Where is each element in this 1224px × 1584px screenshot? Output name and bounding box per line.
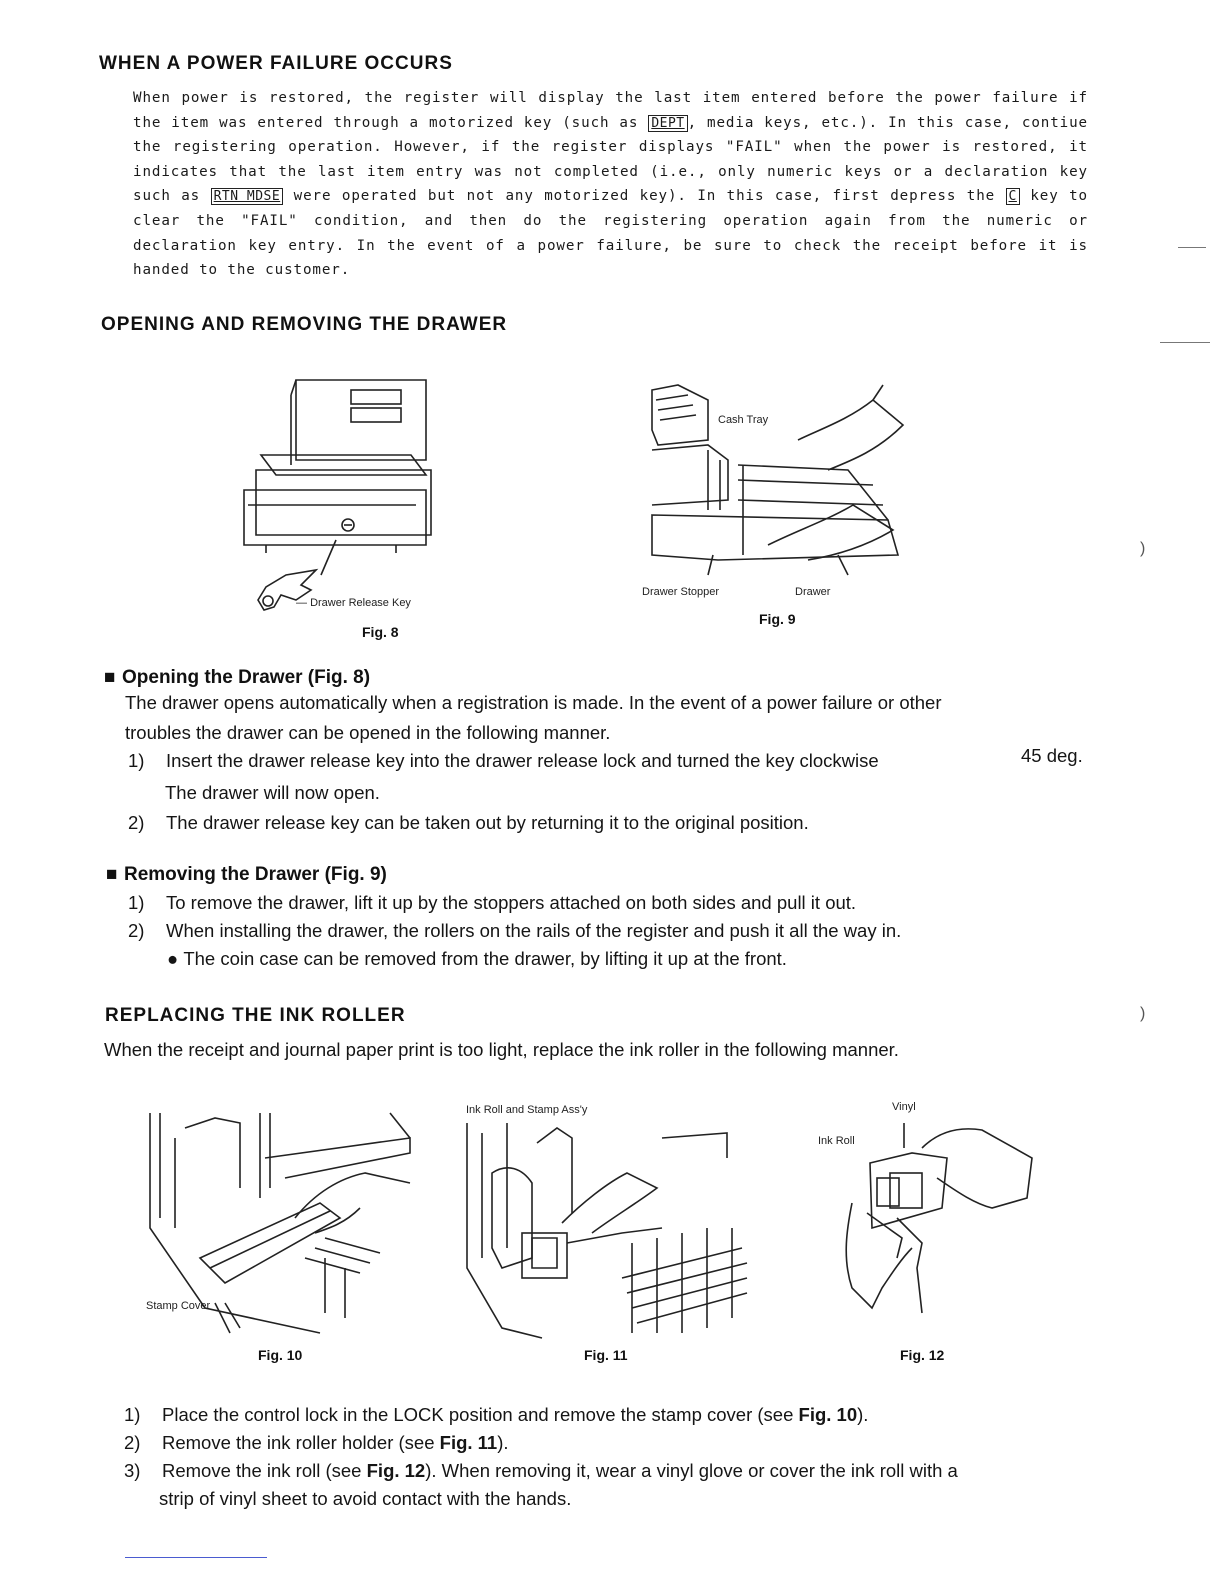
removing-drawer-title: ■ Removing the Drawer (Fig. 9) <box>106 864 387 885</box>
margin-mark-1: ) <box>1140 540 1146 557</box>
opening-step-2 <box>128 812 809 834</box>
fig12-ink-roll-removal-illustration <box>822 1118 1042 1323</box>
fig11-ink-roll-assy-illustration <box>462 1118 752 1343</box>
heading-power-failure: WHEN A POWER FAILURE OCCURS <box>99 53 453 74</box>
fig9-drawer-label: Drawer <box>795 586 831 598</box>
dept-key-symbol: DEPT <box>648 115 687 132</box>
opening-drawer-title: ■ Opening the Drawer (Fig. 8) <box>104 667 371 688</box>
power-failure-text-3: were operated but not any motorized key). In this case, first depress the <box>283 188 1006 205</box>
opening-intro-line-2: troubles the drawer can be opened in the following manner. <box>125 722 611 743</box>
opening-intro-line-1: The drawer opens automatically when a registration is made. In the event of a power failure or other <box>125 692 942 713</box>
opening-step-1-degree: 45 deg. <box>1021 745 1083 766</box>
fig10-caption: Fig. 10 <box>258 1347 303 1363</box>
ink-step-3-fig-ref: Fig. 12 <box>366 1460 426 1481</box>
bullet-dot-icon: ● <box>167 948 184 969</box>
ink-step-3 <box>124 1460 958 1482</box>
fig11-label: Ink Roll and Stamp Ass'y <box>466 1104 588 1116</box>
removing-note <box>167 948 787 970</box>
ink-step-3-num: 3) <box>124 1460 141 1481</box>
fig9-drawer-removal-illustration <box>648 380 910 595</box>
opening-step-2-num: 2) <box>128 812 145 833</box>
power-failure-text-4: key to clear the "FAIL" condition, and then do the registering operation again from the numeric or declaration key entry. In the event of a power failure, be sure to check the receipt before it is handed to the customer. <box>133 188 1088 279</box>
removing-step-2-text: When installing the drawer, the rollers on the rails of the register and push it all the way in. <box>166 920 902 941</box>
ink-step-3-text-cont: ). When removing it, wear a vinyl glove or cover the ink roll with a <box>425 1460 958 1481</box>
heading-ink-roller: REPLACING THE INK ROLLER <box>105 1005 406 1026</box>
opening-step-1-result: The drawer will now open. <box>165 782 380 803</box>
ink-step-2-end: ). <box>497 1432 509 1453</box>
ink-step-1-num: 1) <box>124 1404 141 1425</box>
removing-step-1 <box>128 892 856 914</box>
power-failure-paragraph <box>133 86 1088 283</box>
ink-roller-intro: When the receipt and journal paper print is too light, replace the ink roller in the following manner. <box>104 1039 899 1060</box>
ink-step-1 <box>124 1404 868 1426</box>
margin-rule-1 <box>1178 247 1206 248</box>
opening-step-1-text: Insert the drawer release key into the drawer release lock and turned the key clockwise <box>166 750 879 771</box>
ink-step-3-text: Remove the ink roll (see <box>162 1460 367 1481</box>
ink-step-1-end: ). <box>857 1404 869 1425</box>
opening-step-2-text: The drawer release key can be taken out by returning it to the original position. <box>166 812 809 833</box>
drawer-release-key-label: Drawer Release Key <box>310 597 411 609</box>
ink-step-2-fig-ref: Fig. 11 <box>439 1432 498 1453</box>
ink-step-1-text: Place the control lock in the LOCK position and remove the stamp cover (see <box>162 1404 799 1425</box>
fig12-vinyl-label: Vinyl <box>892 1101 916 1113</box>
fig12-ink-label: Ink Roll <box>818 1135 855 1147</box>
fig8-caption: Fig. 8 <box>362 624 399 640</box>
fig9-stopper-label: Drawer Stopper <box>642 586 720 598</box>
power-failure-text-1: When power is restored, the register will display the last item entered before the power failure if the item was entered through a motorized key (such as <box>133 90 1088 131</box>
ink-step-3-line-2: strip of vinyl sheet to avoid contact with the hands. <box>159 1488 572 1509</box>
ink-step-2-num: 2) <box>124 1432 141 1453</box>
heading-drawer: OPENING AND REMOVING THE DRAWER <box>101 314 508 335</box>
removing-step-1-text: To remove the drawer, lift it up by the stoppers attached on both sides and pull it out. <box>166 892 857 913</box>
power-failure-text-2: , media keys, etc.). In this case, contiue the registering operation. However, if the register displays "FAIL" when the power is restored, it indicates that the last item entry was not completed (i.e., only numeric keys or a declaration key such as <box>133 114 1088 205</box>
fig10-label: Stamp Cover <box>146 1300 211 1312</box>
margin-mark-2: ) <box>1140 1005 1146 1022</box>
rtn-mdse-key-symbol: RTN MDSE <box>211 188 284 205</box>
fig9-caption: Fig. 9 <box>759 611 796 627</box>
ink-step-1-fig-ref: Fig. 10 <box>798 1404 858 1425</box>
fig12-caption: Fig. 12 <box>900 1347 945 1363</box>
removing-note-text: The coin case can be removed from the drawer, by lifting it up at the front. <box>183 948 787 969</box>
ink-step-2 <box>124 1432 509 1454</box>
opening-step-1 <box>128 750 879 772</box>
opening-drawer-title-text: Opening the Drawer (Fig. 8) <box>122 667 371 688</box>
bottom-rule <box>125 1557 267 1558</box>
margin-rule-2 <box>1160 342 1210 343</box>
ink-step-2-text: Remove the ink roller holder (see <box>162 1432 440 1453</box>
fig8-label: — Drawer Release Key <box>296 597 411 609</box>
c-key-symbol: C <box>1006 188 1020 205</box>
removing-step-2-num: 2) <box>128 920 145 941</box>
fig8-cash-register-illustration <box>236 375 436 635</box>
fig9-cash-tray-label: Cash Tray <box>718 414 769 426</box>
opening-step-1-num: 1) <box>128 750 145 771</box>
removing-step-1-num: 1) <box>128 892 145 913</box>
fig11-caption: Fig. 11 <box>584 1347 628 1363</box>
removing-step-2 <box>128 920 901 942</box>
removing-drawer-title-text: Removing the Drawer (Fig. 9) <box>124 864 387 885</box>
